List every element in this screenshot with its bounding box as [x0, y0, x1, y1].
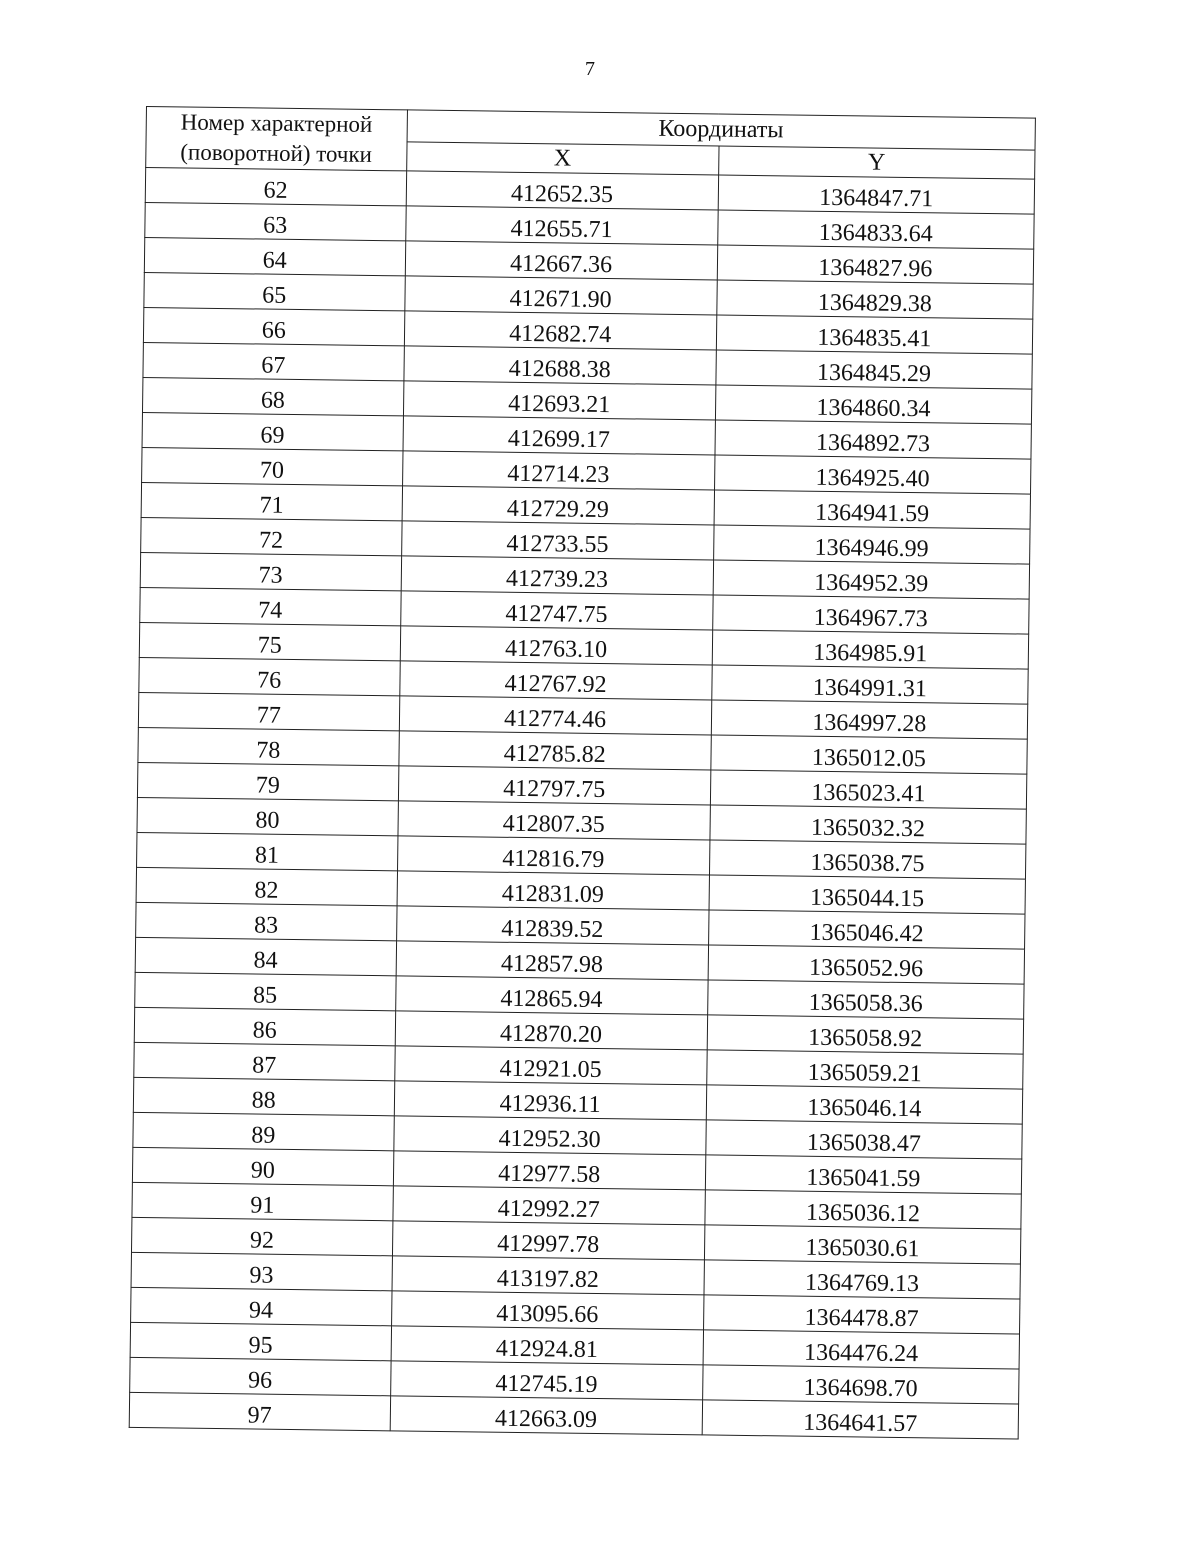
x-coordinate-cell: 412952.30 — [393, 1116, 706, 1155]
x-coordinate-cell: 412745.19 — [390, 1361, 703, 1400]
x-coordinate-cell: 412739.23 — [401, 556, 714, 595]
point-number-cell: 71 — [141, 482, 402, 520]
x-coordinate-cell: 412655.71 — [405, 206, 718, 245]
y-coordinate-cell: 1364941.59 — [714, 490, 1031, 529]
y-coordinate-cell: 1365032.32 — [710, 805, 1027, 844]
x-coordinate-cell: 412839.52 — [396, 906, 709, 945]
point-number-cell: 67 — [143, 342, 404, 380]
x-coordinate-cell: 412671.90 — [404, 276, 717, 315]
x-coordinate-cell: 412807.35 — [397, 801, 710, 840]
x-coordinate-cell: 412663.09 — [390, 1396, 703, 1435]
y-coordinate-cell: 1364833.64 — [717, 210, 1034, 249]
header-x: X — [406, 141, 719, 175]
y-coordinate-cell: 1364985.91 — [712, 630, 1029, 669]
y-coordinate-cell: 1364835.41 — [716, 315, 1033, 354]
point-number-cell: 86 — [134, 1007, 395, 1045]
x-coordinate-cell: 412997.78 — [392, 1221, 705, 1260]
x-coordinate-cell: 412857.98 — [396, 941, 709, 980]
point-number-cell: 88 — [133, 1077, 394, 1115]
page-number: 7 — [585, 58, 595, 80]
y-coordinate-cell: 1365058.92 — [707, 1015, 1024, 1054]
header-y: Y — [718, 146, 1035, 180]
y-coordinate-cell: 1365023.41 — [710, 770, 1027, 809]
x-coordinate-cell: 412924.81 — [391, 1326, 704, 1365]
point-number-cell: 62 — [145, 168, 406, 206]
x-coordinate-cell: 412785.82 — [398, 731, 711, 770]
point-number-cell: 72 — [141, 517, 402, 555]
y-coordinate-cell: 1365044.15 — [709, 875, 1026, 914]
point-number-cell: 93 — [131, 1252, 392, 1290]
point-number-cell: 96 — [130, 1357, 391, 1395]
point-number-cell: 84 — [135, 937, 396, 975]
y-coordinate-cell: 1365036.12 — [705, 1190, 1022, 1229]
point-number-cell: 89 — [133, 1112, 394, 1150]
y-coordinate-cell: 1364991.31 — [712, 665, 1029, 704]
x-coordinate-cell: 412714.23 — [402, 451, 715, 490]
point-number-cell: 82 — [136, 867, 397, 905]
x-coordinate-cell: 412767.92 — [399, 661, 712, 700]
point-number-cell: 91 — [132, 1182, 393, 1220]
y-coordinate-cell: 1365030.61 — [704, 1225, 1021, 1264]
point-number-cell: 73 — [140, 552, 401, 590]
header-coordinates: Координаты — [407, 110, 1036, 150]
point-number-cell: 65 — [144, 272, 405, 310]
y-coordinate-cell: 1364860.34 — [715, 385, 1032, 424]
x-coordinate-cell: 412693.21 — [403, 381, 716, 420]
point-number-cell: 63 — [145, 202, 406, 240]
point-number-cell: 77 — [138, 692, 399, 730]
x-coordinate-cell: 412831.09 — [397, 871, 710, 910]
point-number-cell: 68 — [142, 377, 403, 415]
y-coordinate-cell: 1364476.24 — [703, 1330, 1020, 1369]
y-coordinate-cell: 1365059.21 — [706, 1050, 1023, 1089]
point-number-cell: 64 — [144, 237, 405, 275]
point-number-cell: 69 — [142, 412, 403, 450]
point-number-cell: 75 — [139, 622, 400, 660]
point-number-cell: 83 — [136, 902, 397, 940]
x-coordinate-cell: 412747.75 — [400, 591, 713, 630]
y-coordinate-cell: 1364641.57 — [702, 1400, 1019, 1439]
point-number-cell: 76 — [139, 657, 400, 695]
x-coordinate-cell: 412682.74 — [404, 311, 717, 350]
x-coordinate-cell: 412921.05 — [394, 1046, 707, 1085]
point-number-cell: 80 — [137, 797, 398, 835]
point-number-cell: 81 — [137, 832, 398, 870]
point-number-cell: 87 — [134, 1042, 395, 1080]
point-number-cell: 85 — [135, 972, 396, 1010]
x-coordinate-cell: 412816.79 — [397, 836, 710, 875]
y-coordinate-cell: 1365041.59 — [705, 1155, 1022, 1194]
y-coordinate-cell: 1364769.13 — [704, 1260, 1021, 1299]
x-coordinate-cell: 412936.11 — [394, 1081, 707, 1120]
y-coordinate-cell: 1365038.75 — [709, 840, 1026, 879]
y-coordinate-cell: 1364925.40 — [714, 455, 1031, 494]
point-number-cell: 74 — [140, 587, 401, 625]
coordinates-table — [129, 106, 1036, 1440]
point-number-cell: 95 — [130, 1322, 391, 1360]
x-coordinate-cell: 412763.10 — [400, 626, 713, 665]
x-coordinate-cell: 412797.75 — [398, 766, 711, 805]
y-coordinate-cell: 1364827.96 — [717, 245, 1034, 284]
y-coordinate-cell: 1364892.73 — [715, 420, 1032, 459]
table-body — [129, 168, 1034, 1440]
y-coordinate-cell: 1364478.87 — [703, 1295, 1020, 1334]
point-number-cell: 90 — [132, 1147, 393, 1185]
y-coordinate-cell: 1364997.28 — [711, 700, 1028, 739]
point-number-cell: 79 — [137, 762, 398, 800]
x-coordinate-cell: 413197.82 — [392, 1256, 705, 1295]
point-number-cell: 94 — [131, 1287, 392, 1325]
y-coordinate-cell: 1364829.38 — [717, 280, 1034, 319]
y-coordinate-cell: 1365012.05 — [711, 735, 1028, 774]
x-coordinate-cell: 412865.94 — [395, 976, 708, 1015]
point-number-cell: 70 — [142, 447, 403, 485]
x-coordinate-cell: 412733.55 — [401, 521, 714, 560]
y-coordinate-cell: 1365046.14 — [706, 1085, 1023, 1124]
x-coordinate-cell: 412774.46 — [399, 696, 712, 735]
y-coordinate-cell: 1364952.39 — [713, 560, 1030, 599]
y-coordinate-cell: 1364845.29 — [716, 350, 1033, 389]
x-coordinate-cell: 412688.38 — [403, 346, 716, 385]
x-coordinate-cell: 412992.27 — [392, 1186, 705, 1225]
x-coordinate-cell: 412977.58 — [393, 1151, 706, 1190]
x-coordinate-cell: 413095.66 — [391, 1291, 704, 1330]
y-coordinate-cell: 1365046.42 — [708, 910, 1025, 949]
x-coordinate-cell: 412729.29 — [402, 486, 715, 525]
y-coordinate-cell: 1364698.70 — [702, 1365, 1019, 1404]
point-number-cell: 92 — [131, 1217, 392, 1255]
x-coordinate-cell: 412870.20 — [395, 1011, 708, 1050]
point-number-cell: 66 — [143, 307, 404, 345]
y-coordinate-cell: 1364847.71 — [718, 175, 1035, 214]
x-coordinate-cell: 412652.35 — [406, 171, 719, 210]
y-coordinate-cell: 1364967.73 — [712, 595, 1029, 634]
y-coordinate-cell: 1365038.47 — [706, 1120, 1023, 1159]
y-coordinate-cell: 1365052.96 — [708, 945, 1025, 984]
y-coordinate-cell: 1364946.99 — [713, 525, 1030, 564]
point-number-cell: 97 — [129, 1392, 390, 1430]
header-point-number: Номер характерной (поворотной) точки — [146, 107, 407, 171]
point-number-cell: 78 — [138, 727, 399, 765]
y-coordinate-cell: 1365058.36 — [707, 980, 1024, 1019]
x-coordinate-cell: 412699.17 — [403, 416, 716, 455]
x-coordinate-cell: 412667.36 — [405, 241, 718, 280]
